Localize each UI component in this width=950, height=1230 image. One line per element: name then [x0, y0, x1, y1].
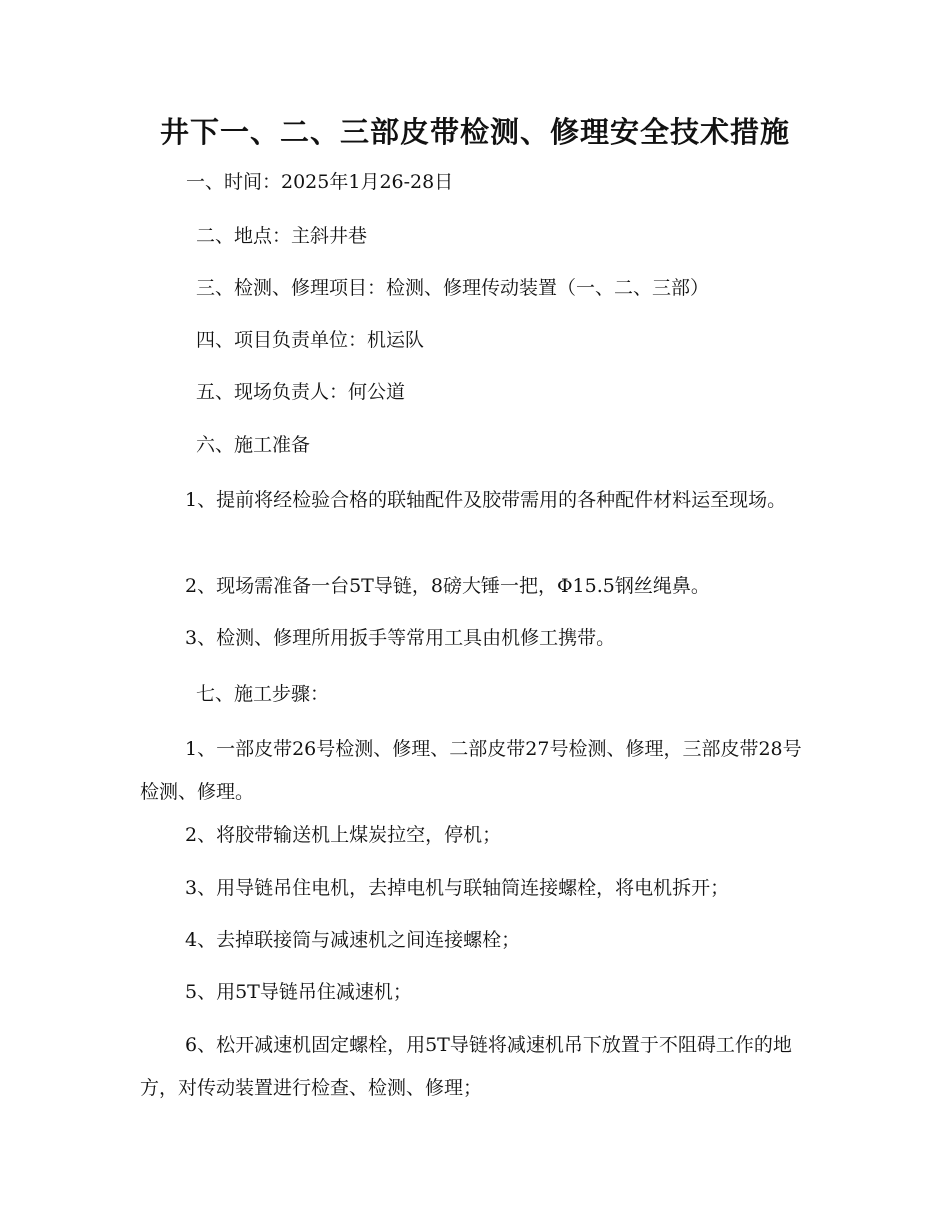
- item-time: 一、时间：2025年1月26-28日: [186, 171, 454, 193]
- section-heading-preparation: 六、施工准备: [196, 434, 311, 456]
- step-item-2: 2、将胶带输送机上煤炭拉空，停机；: [185, 824, 502, 846]
- item-site-leader: 五、现场负责人：何公道: [196, 381, 406, 403]
- step-item-6: 6、松开减速机固定螺栓，用5T导链将减速机吊下放置于不阻碍工作的地方，对传动装置进行检查、检测、修理；: [140, 1034, 792, 1099]
- document-title: 井下一、二、三部皮带检测、修理安全技术措施: [159, 115, 790, 149]
- step-item-1: 1、一部皮带26号检测、修理、二部皮带27号检测、修理，三部皮带28号检测、修理。: [140, 738, 802, 803]
- item-location: 二、地点：主斜井巷: [196, 225, 368, 247]
- item-project: 三、检测、修理项目：检测、修理传动装置（一、二、三部）: [196, 277, 710, 299]
- prep-item-3: 3、检测、修理所用扳手等常用工具由机修工携带。: [185, 627, 616, 649]
- prep-item-2: 2、现场需准备一台5T导链，8磅大锤一把，Φ15.5钢丝绳鼻。: [185, 575, 710, 597]
- section-heading-steps: 七、施工步骤：: [196, 683, 330, 705]
- prep-item-1: 1、提前将经检验合格的联轴配件及胶带需用的各种配件材料运至现场。: [185, 489, 787, 511]
- step-item-5: 5、用5T导链吊住减速机；: [185, 981, 412, 1003]
- step-item-4: 4、去掉联接筒与减速机之间连接螺栓；: [185, 929, 521, 951]
- item-responsible-unit: 四、项目负责单位：机运队: [196, 329, 425, 351]
- step-item-3: 3、用导链吊住电机，去掉电机与联轴筒连接螺栓，将电机拆开；: [185, 877, 730, 899]
